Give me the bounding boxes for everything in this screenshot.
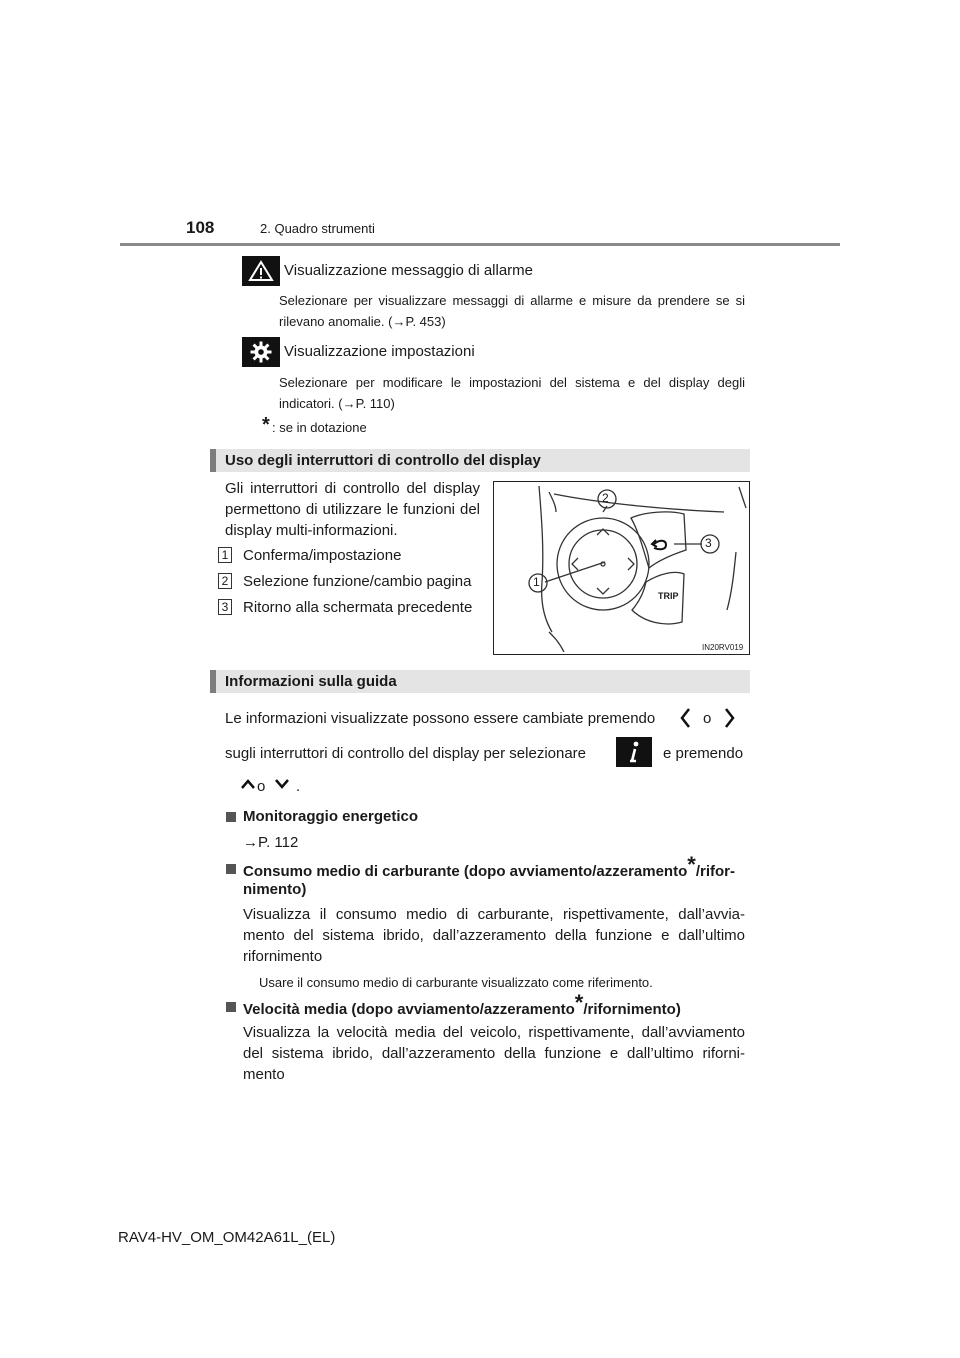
fuel-body-line3: rifornimento [243, 948, 323, 965]
speed-body-line1: Visualizza la velocità media del veicolo, rispettivamente, dall’avviamento [243, 1024, 745, 1041]
chevron-up-icon [240, 777, 256, 795]
footnote-text: : se in dotazione [272, 420, 367, 435]
list-number-1: 1 [218, 547, 232, 563]
topic-body-fuel [243, 904, 745, 967]
warning-desc-line1: Selezionare per visualizzare messaggi di allarme e misure da prendere se si [279, 293, 745, 308]
list-item-return: Ritorno alla schermata precedente [243, 599, 473, 616]
fuel-title-c: nimento) [243, 881, 307, 898]
figure-callout-2: 2 [602, 491, 609, 505]
fuel-title-b: /rifor- [695, 863, 735, 880]
topic-bullet [226, 1002, 236, 1012]
chevron-down-icon [274, 777, 290, 795]
trip-button-label: TRIP [658, 591, 679, 601]
topic-ref-energy: →P. 112 [243, 834, 299, 851]
figure-callout-3: 3 [705, 536, 712, 550]
list-number-2: 2 [218, 573, 232, 589]
speed-title-b: /rifornimento) [583, 1001, 681, 1018]
figure-code: IN20RV019 [702, 643, 744, 652]
warning-desc-line2: rilevano anomalie. (→P. 453) [279, 314, 446, 329]
chevron-right-icon [724, 707, 736, 734]
footnote-mark: * [262, 414, 270, 436]
warning-display-desc [279, 290, 745, 332]
gear-icon [242, 337, 280, 367]
topic-title-fuel [243, 852, 745, 882]
steering-switch-drawing [494, 482, 749, 654]
settings-desc-line1: Selezionare per modificare le impostazioni del sistema e del display degli [279, 375, 745, 390]
section2-line1-or: o [703, 710, 712, 727]
list-number-3: 3 [218, 599, 232, 615]
chevron-left-icon [679, 707, 691, 734]
topic-bullet [226, 812, 236, 822]
section2-line1: Le informazioni visualizzate possono essere cambiate premendo [225, 710, 656, 727]
list-item-select: Selezione funzione/cambio pagina [243, 573, 472, 590]
settings-display-desc [279, 372, 745, 414]
intro-line3: display multi-informazioni. [225, 522, 398, 539]
info-i-icon [616, 737, 652, 767]
fuel-note: Usare il consumo medio di carburante visualizzato come riferimento. [259, 975, 653, 990]
steering-switch-figure [493, 481, 750, 655]
speed-body-line3: mento [243, 1066, 285, 1083]
section2-line2a: sugli interruttori di controllo del display per selezionare [225, 745, 587, 762]
topic-title-energy: Monitoraggio energetico [243, 808, 419, 825]
speed-title-mark: * [574, 990, 584, 1015]
chapter-title: 2. Quadro strumenti [260, 221, 375, 236]
section-heading-display-controls: Uso degli interruttori di controllo del display [210, 449, 750, 472]
fuel-title-a: Consumo medio di carburante (dopo avviamento/azzeramento [243, 863, 688, 880]
warning-triangle-icon [242, 256, 280, 286]
page-number: 108 [186, 218, 215, 237]
header-rule [120, 243, 840, 246]
fuel-title-mark: * [687, 852, 696, 877]
document-code: RAV4-HV_OM_OM42A61L_(EL) [118, 1229, 336, 1246]
figure-callout-1: 1 [533, 575, 540, 589]
section2-line2b: e premendo [663, 745, 744, 762]
speed-body-line2: del sistema ibrido, dall’azzeramento della funzione e dall’ultimo riforni- [243, 1045, 745, 1062]
topic-bullet [226, 864, 236, 874]
section2-line3-or: o [257, 778, 266, 795]
section1-intro [225, 478, 480, 541]
fuel-body-line2: mento del sistema ibrido, dall’azzeramento della funzione e dall’ultimo [243, 927, 745, 944]
fuel-body-line1: Visualizza il consumo medio di carburante, rispettivamente, dall’avvia- [243, 906, 745, 923]
section2-line3-end: . [296, 778, 301, 795]
settings-display-title: Visualizzazione impostazioni [284, 343, 475, 360]
warning-display-title: Visualizzazione messaggio di allarme [284, 262, 534, 279]
topic-body-speed [243, 1022, 745, 1085]
intro-line2: permettono di utilizzare le funzioni del [225, 501, 480, 518]
speed-title-a: Velocità media (dopo avviamento/azzeramento [243, 1001, 575, 1018]
settings-desc-line2: indicatori. (→P. 110) [279, 396, 395, 411]
topic-title-speed [243, 990, 681, 1020]
section-heading-driving-info: Informazioni sulla guida [210, 670, 750, 693]
intro-line1: Gli interruttori di controllo del display [225, 480, 480, 497]
list-item-confirm: Conferma/impostazione [243, 547, 402, 564]
